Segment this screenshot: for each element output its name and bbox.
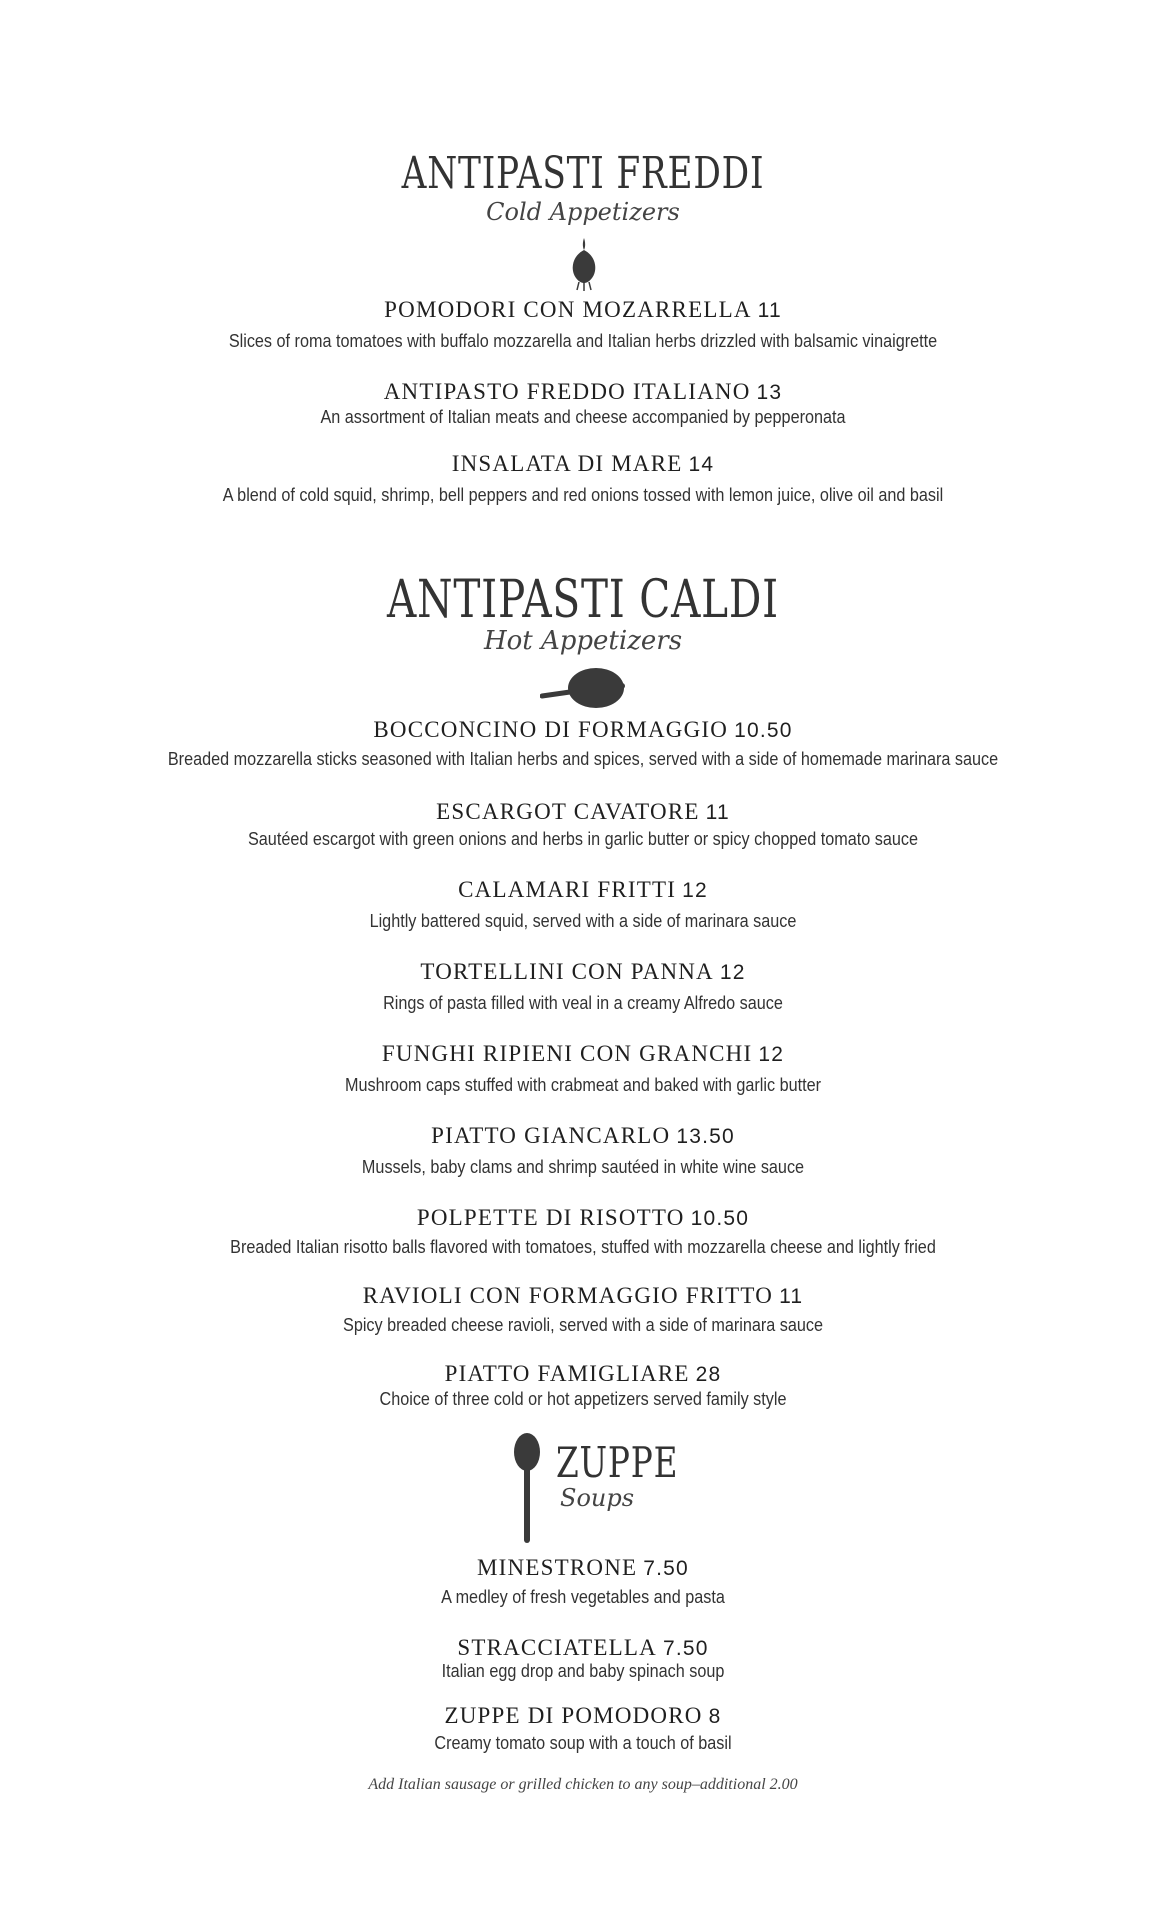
menu-item [0, 1122, 1166, 1179]
garlic-icon [564, 236, 604, 292]
skillet-icon [540, 666, 628, 714]
item-name: BOCCONCINO DI FORMAGGIO [373, 717, 729, 742]
item-description: A blend of cold squid, shrimp, bell peppers and red onions tossed with lemon juice, olive oil and basil [222, 485, 944, 505]
section-subtitle-caldi: Hot Appetizers [483, 626, 683, 656]
item-description: Slices of roma tomatoes with buffalo mozzarella and Italian herbs drizzled with balsamic vinaigrette [228, 331, 938, 351]
item-description: An assortment of Italian meats and cheese accompanied by pepperonata [320, 407, 846, 427]
item-name: FUNGHI RIPIENI CON GRANCHI [381, 1041, 753, 1066]
menu-item [0, 450, 1166, 507]
section-title-freddi: ANTIPASTI FREDDI [401, 148, 765, 199]
item-price: 10.50 [734, 719, 793, 742]
section-subtitle-freddi: Cold Appetizers [486, 198, 680, 226]
item-price: 28 [695, 1363, 722, 1386]
item-price: 7.50 [662, 1637, 709, 1660]
item-price: 10.50 [690, 1207, 750, 1230]
item-name: PIATTO GIANCARLO [431, 1123, 671, 1148]
item-price: 12 [758, 1043, 785, 1066]
item-name: ZUPPE DI POMODORO [444, 1703, 703, 1728]
item-name: RAVIOLI CON FORMAGGIO FRITTO [362, 1283, 774, 1308]
menu-item [0, 296, 1166, 353]
item-price: 13.50 [676, 1125, 735, 1148]
menu-item [0, 1282, 1166, 1337]
item-description: Breaded mozzarella sticks seasoned with Italian herbs and spices, served with a side of homemade marinara sauce [167, 749, 999, 769]
soup-addon-note: Add Italian sausage or grilled chicken to any soup–additional 2.00 [368, 1776, 798, 1793]
item-name: POLPETTE DI RISOTTO [416, 1205, 685, 1230]
item-name: POMODORI CON MOZARRELLA [384, 297, 752, 322]
item-price: 11 [705, 801, 730, 824]
item-name: STRACCIATELLA [457, 1635, 657, 1660]
item-description: Mussels, baby clams and shrimp sautéed in white wine sauce [361, 1157, 805, 1177]
menu-item [0, 378, 1166, 429]
item-price: 12 [682, 879, 708, 902]
item-description: A medley of fresh vegetables and pasta [441, 1587, 725, 1607]
menu-item [0, 1634, 1166, 1683]
item-price: 7.50 [643, 1557, 689, 1580]
item-name: MINESTRONE [477, 1555, 638, 1580]
section-subtitle-zuppe: Soups [560, 1484, 635, 1512]
item-description: Italian egg drop and baby spinach soup [441, 1661, 725, 1681]
item-price: 14 [688, 453, 715, 476]
item-price: 11 [757, 299, 782, 322]
item-price: 12 [719, 961, 746, 984]
item-description: Breaded Italian risotto balls flavored with tomatoes, stuffed with mozzarella cheese and lightly fried [230, 1237, 936, 1257]
item-price: 11 [779, 1285, 804, 1308]
menu-item [0, 876, 1166, 933]
spoon-icon [512, 1432, 542, 1544]
menu-item [0, 716, 1166, 771]
section-title-caldi: ANTIPASTI CALDI [387, 570, 779, 630]
menu-item [0, 1702, 1166, 1755]
section-title-zuppe: ZUPPE [556, 1438, 679, 1487]
item-description: Mushroom caps stuffed with crabmeat and baked with garlic butter [344, 1075, 822, 1095]
menu-item [0, 1204, 1166, 1259]
item-name: ANTIPASTO FREDDO ITALIANO [383, 379, 751, 404]
item-price: 8 [708, 1705, 722, 1728]
item-price: 13 [756, 381, 783, 404]
item-name: CALAMARI FRITTI [458, 877, 677, 902]
item-description: Lightly battered squid, served with a side of marinara sauce [369, 911, 797, 931]
item-description: Choice of three cold or hot appetizers served family style [379, 1389, 787, 1409]
menu-item [0, 1040, 1166, 1097]
item-name: TORTELLINI CON PANNA [420, 959, 714, 984]
item-name: INSALATA DI MARE [451, 451, 683, 476]
item-name: ESCARGOT CAVATORE [436, 799, 700, 824]
menu-item [0, 958, 1166, 1015]
item-description: Spicy breaded cheese ravioli, served with a side of marinara sauce [343, 1315, 823, 1335]
menu-item [0, 798, 1166, 851]
item-description: Creamy tomato soup with a touch of basil [434, 1733, 732, 1753]
menu-item [0, 1360, 1166, 1411]
item-description: Sautéed escargot with green onions and herbs in garlic butter or spicy chopped tomato sauce [247, 829, 918, 849]
item-description: Rings of pasta filled with veal in a creamy Alfredo sauce [383, 993, 783, 1013]
item-name: PIATTO FAMIGLIARE [444, 1361, 690, 1386]
menu-item [0, 1554, 1166, 1609]
